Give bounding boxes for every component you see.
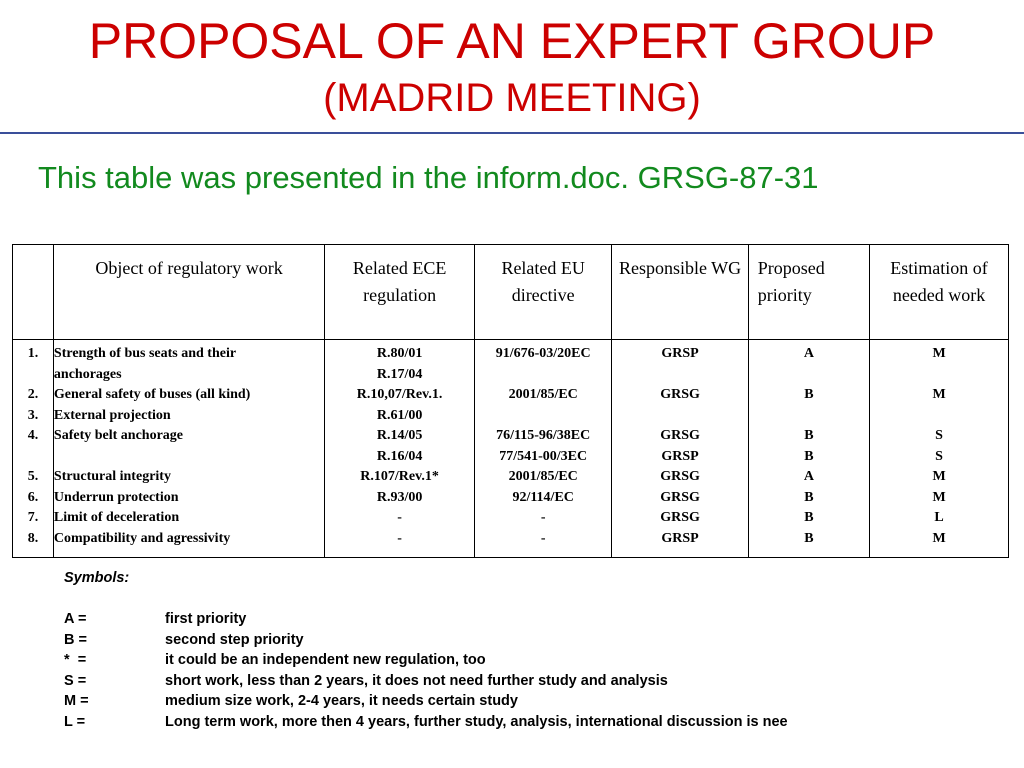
cell-line: 1. [27,346,39,361]
cell-line: Limit of deceleration [53,510,180,525]
cell-line: R.61/00 [376,407,423,423]
number-cell [13,340,54,558]
table-source-note: This table was presented in the inform.doc. GRSG-87-31 [38,160,819,195]
cell-line: M [932,469,946,484]
cell-line: GRSG [660,489,700,505]
symbol-text: first priority [165,611,247,627]
cell-line: Compatibility and agressivity [53,530,231,546]
object-cell [53,340,324,558]
cell-line: S [935,448,943,464]
cell-line: R.14/05 [376,428,423,443]
symbols-heading: Symbols: [64,570,130,586]
cell-line: B [804,387,814,402]
cell-line [54,447,324,468]
symbol-item [64,609,788,630]
symbol-item [64,691,788,712]
cell-line: 4. [27,428,39,443]
cell-line: 8. [27,530,39,546]
cell-line: M [932,489,946,505]
cell-line [870,365,1008,386]
cell-line: M [932,346,946,361]
symbol-text: second step priority [165,631,304,648]
cell-line: GRSG [660,387,700,402]
cell-line: GRSP [661,346,699,361]
cell-line: Underrun protection [53,489,179,505]
cell-line [13,447,53,468]
cell-line: General safety of buses (all kind) [53,387,251,402]
cell-line: External projection [53,407,171,423]
page-subtitle-meeting: (MADRID MEETING) [323,76,701,120]
symbols-legend [64,568,788,732]
symbol-key: B = [64,631,87,648]
cell-line: R.93/00 [376,489,423,505]
cell-line: GRSG [660,510,700,525]
cell-line: 91/676-03/20EC [495,346,591,361]
cell-line [475,365,611,386]
cell-line: anchorages [53,366,122,382]
cell-line: 2. [27,387,39,402]
cell-line: - [397,510,402,525]
estimation-cell [870,340,1009,558]
symbol-item [64,630,788,651]
page-title: PROPOSAL OF AN EXPERT GROUP [88,13,936,69]
cell-line: R.107/Rev.1* [360,469,439,484]
cell-line: 76/115-96/38EC [496,428,591,443]
cell-line: R.16/04 [376,448,423,464]
cell-line [612,406,747,427]
cell-line: M [932,530,946,546]
cell-line: Strength of bus seats and their [53,346,237,361]
cell-line: 77/541-00/3EC [499,448,588,464]
cell-line: - [397,530,402,546]
cell-line: A [803,346,814,361]
header-proposed-priority: Proposed priority [748,245,869,340]
symbol-text: medium size work, 2-4 years, it needs certain study [165,693,518,709]
cell-line: Structural integrity [53,469,171,484]
symbol-key: A = [64,611,87,627]
cell-line: 7. [27,510,39,525]
cell-line [749,406,869,427]
header-eu-directive: Related EU directive [474,245,611,340]
cell-line [475,406,611,427]
priority-cell [748,340,869,558]
ece-regulation-cell [325,340,475,558]
cell-line: R.10,07/Rev.1. [356,387,443,402]
responsible-wg-cell [612,340,748,558]
cell-line: 5. [27,469,39,484]
cell-line: B [804,489,814,505]
cell-line [870,406,1008,427]
cell-line: B [804,510,814,525]
cell-line: B [804,448,814,464]
cell-line: 3. [27,407,39,423]
cell-line: Safety belt anchorage [53,428,184,443]
symbol-item [64,671,788,692]
cell-line: S [935,428,943,443]
cell-line: R.80/01 [376,346,423,361]
cell-line: GRSP [661,530,699,546]
cell-line: B [804,428,814,443]
cell-line: 92/114/EC [512,489,574,505]
cell-line: - [540,510,546,525]
cell-line: A [803,469,814,484]
cell-line: - [540,530,546,546]
symbol-item [64,712,788,733]
symbol-text: it could be an independent new regulation, too [165,652,486,668]
symbol-key: M = [64,693,89,709]
cell-line: 6. [27,489,39,505]
symbol-key: S = [64,672,87,689]
eu-directive-cell [474,340,611,558]
cell-line: 2001/85/EC [508,469,578,484]
symbol-item [64,650,788,671]
cell-line: R.17/04 [376,366,423,382]
symbol-text: short work, less than 2 years, it does not need further study and analysis [165,672,668,689]
regulatory-work-table [12,244,1009,558]
header-number [13,245,54,340]
header-responsible-wg: Responsible WG [612,245,748,340]
cell-line [13,365,53,386]
cell-line [612,365,747,386]
table-header-row [13,245,1009,340]
header-ece-regulation: Related ECE regulation [325,245,475,340]
cell-line: L [934,510,944,525]
symbol-key: * = [64,652,87,668]
symbol-key: L = [64,713,86,730]
cell-line: GRSP [661,448,699,464]
cell-line: B [804,530,814,546]
symbol-text: Long term work, more then 4 years, further study, analysis, international discussion is nee [165,713,788,730]
cell-line: M [932,387,946,402]
header-object: Object of regulatory work [53,245,324,340]
table-row [13,340,1009,558]
header-estimation: Estimation of needed work [870,245,1009,340]
cell-line: GRSG [660,428,700,443]
cell-line: 2001/85/EC [508,387,578,402]
cell-line: GRSG [660,469,700,484]
title-divider [0,132,1024,134]
cell-line [749,365,869,386]
